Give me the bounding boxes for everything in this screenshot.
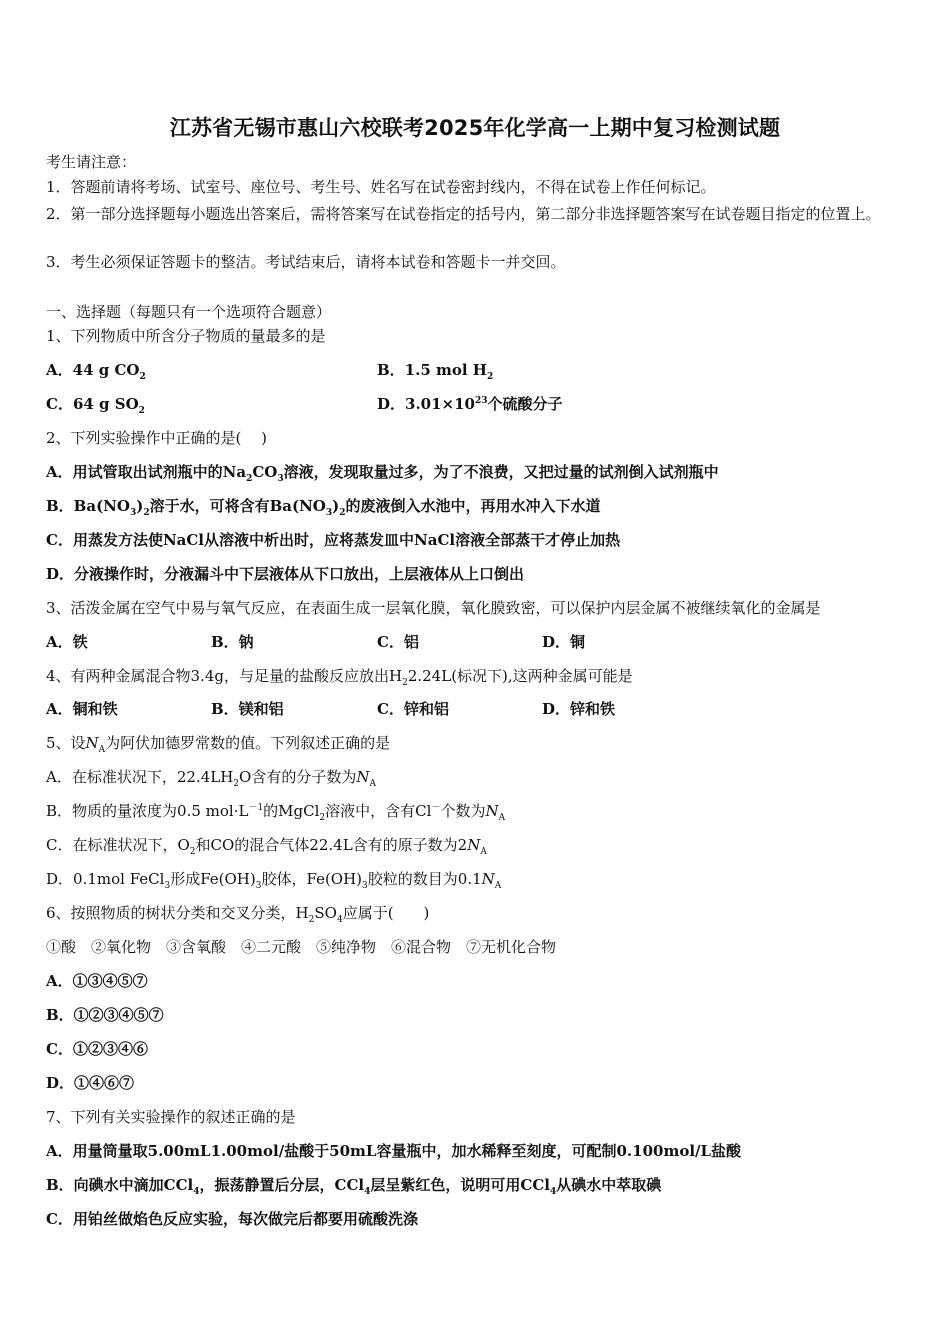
q2-b-sub2: 2	[143, 508, 150, 518]
q5-b-sub1: 2	[319, 813, 326, 823]
page-title: 江苏省无锡市惠山六校联考2025年化学高一上期中复习检测试题	[169, 116, 781, 140]
q1-option-a	[46, 360, 146, 380]
q4-stem	[46, 666, 633, 686]
q3-option-c: C．铝	[377, 633, 419, 651]
q3-option-b: B．钠	[211, 633, 254, 651]
q2-option-c: C．用蒸发方法使NaCl从溶液中析出时，应将蒸发皿中NaCl溶液全部蒸干才停止加热	[46, 531, 621, 549]
q2-b-sub3: 3	[325, 508, 333, 518]
q6-option-c: C．①②③④⑥	[46, 1040, 148, 1058]
q4-option-c: C．锌和铝	[377, 700, 449, 718]
q5-a-part2: O含有的分子数为	[239, 768, 357, 786]
q1-d-text: D．3.01×10	[377, 395, 475, 413]
q5-d-part2: 形成Fe(OH)	[170, 870, 256, 888]
q1-stem: 1、下列物质中所含分子物质的量最多的是	[46, 327, 326, 345]
q7-b-part3: 层呈紫红色，说明可用CCl	[370, 1176, 550, 1194]
q5-stem-part2: 为阿伏加德罗常数的值。下列叙述正确的是	[105, 734, 391, 752]
q2-b-part4: )	[332, 497, 340, 515]
q5-d-sub2: 3	[255, 881, 262, 891]
q5-b-part1: B．物质的量浓度为0.5 mol·L	[46, 802, 249, 820]
q7-option-c: C．用铂丝做焰色反应实验，每次做完后都要用硫酸洗涤	[46, 1210, 418, 1228]
q5-d-na-sub: A	[494, 881, 502, 891]
q6-stem	[46, 903, 429, 923]
q2-option-d: D．分液操作时，分液漏斗中下层液体从下口放出，上层液体从上口倒出	[46, 565, 525, 583]
q5-b-na-sub: A	[498, 813, 506, 823]
notice-heading: 考生请注意：	[46, 153, 137, 171]
q2-option-b	[46, 496, 601, 516]
q2-b-part5: 的废液倒入水池中，再用水冲入下水道	[345, 497, 601, 515]
q4-stem-part1: 4、有两种金属混合物3.4g，与足量的盐酸反应放出H	[46, 667, 403, 685]
q5-b-sup: －1	[248, 803, 264, 813]
q7-option-a: A．用量筒量取5.00mL1.00mol/盐酸于50mL容量瓶中，加水稀释至刻度，可配制0.100mol/L盐酸	[46, 1142, 742, 1160]
q1-option-d	[377, 394, 563, 414]
q5-stem-na-sub: A	[98, 745, 106, 755]
q5-a-na-sub: A	[369, 779, 376, 789]
q1-c-sub: 2	[138, 406, 145, 416]
q7-option-b	[46, 1175, 661, 1195]
q5-c-part1: C．在标准状况下，O	[46, 836, 190, 854]
q5-option-a	[46, 767, 376, 787]
q2-b-part2: )	[136, 497, 144, 515]
q2-b-part1: B．Ba(NO	[46, 497, 130, 515]
q3-option-d: D．铜	[542, 633, 586, 651]
q5-b-sup2: －	[431, 803, 441, 813]
notice-item-2: 2．第一部分选择题每小题选出答案后，需将答案写在试卷指定的括号内，第二部分非选择题答案写在试卷题目指定的位置上。	[46, 205, 881, 223]
q7-b-part1: B．向碘水中滴加CCl	[46, 1176, 194, 1194]
q1-option-b	[377, 360, 493, 380]
q2-a-sub1: 2	[246, 474, 253, 484]
q5-d-part1: D．0.1mol FeCl	[46, 870, 165, 888]
q1-d-sup: 23	[474, 396, 488, 406]
q4-stem-sub: 2	[402, 678, 408, 688]
q4-stem-part2: 2.24L(标况下),这两种金属可能是	[407, 667, 633, 685]
q5-option-d	[46, 869, 501, 889]
section-heading: 一、选择题（每题只有一个选项符合题意）	[46, 303, 332, 321]
q7-b-sub1: 4	[193, 1187, 200, 1197]
q2-b-part3: 溶于水，可将含有Ba(NO	[149, 497, 326, 515]
q7-b-part2: ，振荡静置后分层，CCl	[199, 1176, 365, 1194]
q5-b-part2: 的MgCl	[263, 802, 320, 820]
q2-a-part1: A．用试管取出试剂瓶中的Na	[46, 463, 247, 481]
q2-a-sub2: 3	[277, 474, 284, 484]
q2-b-sub1: 3	[129, 508, 137, 518]
q5-b-part4: 个数为	[440, 802, 486, 820]
q4-option-a: A．铜和铁	[46, 700, 118, 718]
q5-c-na-sub: A	[480, 847, 487, 857]
q6-option-d: D．①④⑥⑦	[46, 1074, 135, 1092]
notice-item-1: 1．答题前请将考场、试室号、座位号、考生号、姓名写在试卷密封线内，不得在试卷上作任何标记。	[46, 178, 716, 196]
q2-a-part2: CO	[252, 463, 278, 481]
q5-d-na: N	[481, 870, 495, 888]
q6-stem-part3: 应属于( )	[342, 904, 430, 922]
q5-b-na: N	[485, 802, 499, 820]
q5-a-na: N	[356, 768, 370, 786]
q5-d-part3: 胶体，Fe(OH)	[261, 870, 363, 888]
q5-c-na: N	[467, 836, 481, 854]
q5-option-c	[46, 835, 487, 855]
q2-a-part3: 溶液，发现取量过多，为了不浪费，又把过量的试剂倒入试剂瓶中	[283, 463, 719, 481]
q6-stem-sub2: 4	[336, 915, 343, 925]
q5-stem-part1: 5、设	[46, 734, 86, 752]
q5-b-part3: 溶液中，含有Cl	[325, 802, 432, 820]
q5-stem-na: N	[85, 734, 99, 752]
q5-c-part2: 和CO的混合气体22.4L含有的原子数为2	[195, 836, 468, 854]
q5-option-b	[46, 801, 505, 821]
q2-b-sub4: 2	[339, 508, 346, 518]
q6-stem-part1: 6、按照物质的树状分类和交叉分类，H	[46, 904, 309, 922]
q6-list: ①酸 ②氧化物 ③含氧酸 ④二元酸 ⑤纯净物 ⑥混合物 ⑦无机化合物	[46, 938, 557, 956]
q1-option-c	[46, 394, 145, 414]
q7-b-sub2: 4	[364, 1187, 371, 1197]
q6-option-b: B．①②③④⑤⑦	[46, 1006, 164, 1024]
q5-d-sub3: 3	[362, 881, 368, 891]
q5-stem	[46, 733, 390, 753]
q6-option-a: A．①③④⑤⑦	[46, 972, 148, 990]
q1-a-sub: 2	[139, 372, 146, 382]
q4-option-b: B．镁和铝	[211, 700, 284, 718]
q7-stem: 7、下列有关实验操作的叙述正确的是	[46, 1108, 296, 1126]
q5-c-sub1: 2	[189, 847, 196, 857]
q6-stem-part2: SO	[314, 904, 337, 922]
q6-stem-sub1: 2	[308, 915, 315, 925]
q5-a-sub1: 2	[233, 779, 240, 789]
q1-d-tail: 个硫酸分子	[487, 395, 563, 413]
q3-option-a: A．铁	[46, 633, 88, 651]
q5-d-sub1: 3	[164, 881, 171, 891]
q1-b-text: B．1.5 mol H	[377, 361, 487, 379]
q1-a-text: A．44 g CO	[46, 361, 140, 379]
q2-option-a	[46, 462, 719, 482]
q7-b-sub3: 4	[549, 1187, 557, 1197]
q2-stem: 2、下列实验操作中正确的是( )	[46, 429, 268, 447]
notice-item-3: 3．考生必须保证答题卡的整洁。考试结束后，请将本试卷和答题卡一并交回。	[46, 253, 566, 271]
q5-a-part1: A．在标准状况下，22.4LH	[46, 768, 234, 786]
q5-d-part4: 胶粒的数目为0.1	[367, 870, 482, 888]
q3-stem: 3、活泼金属在空气中易与氧气反应，在表面生成一层氧化膜，氧化膜致密，可以保护内层金属不被继续氧化的金属是	[46, 599, 821, 617]
q1-b-sub: 2	[486, 372, 494, 382]
q1-c-text: C．64 g SO	[46, 395, 139, 413]
q4-option-d: D．锌和铁	[542, 700, 616, 718]
q7-b-part4: 从碘水中萃取碘	[556, 1176, 662, 1194]
